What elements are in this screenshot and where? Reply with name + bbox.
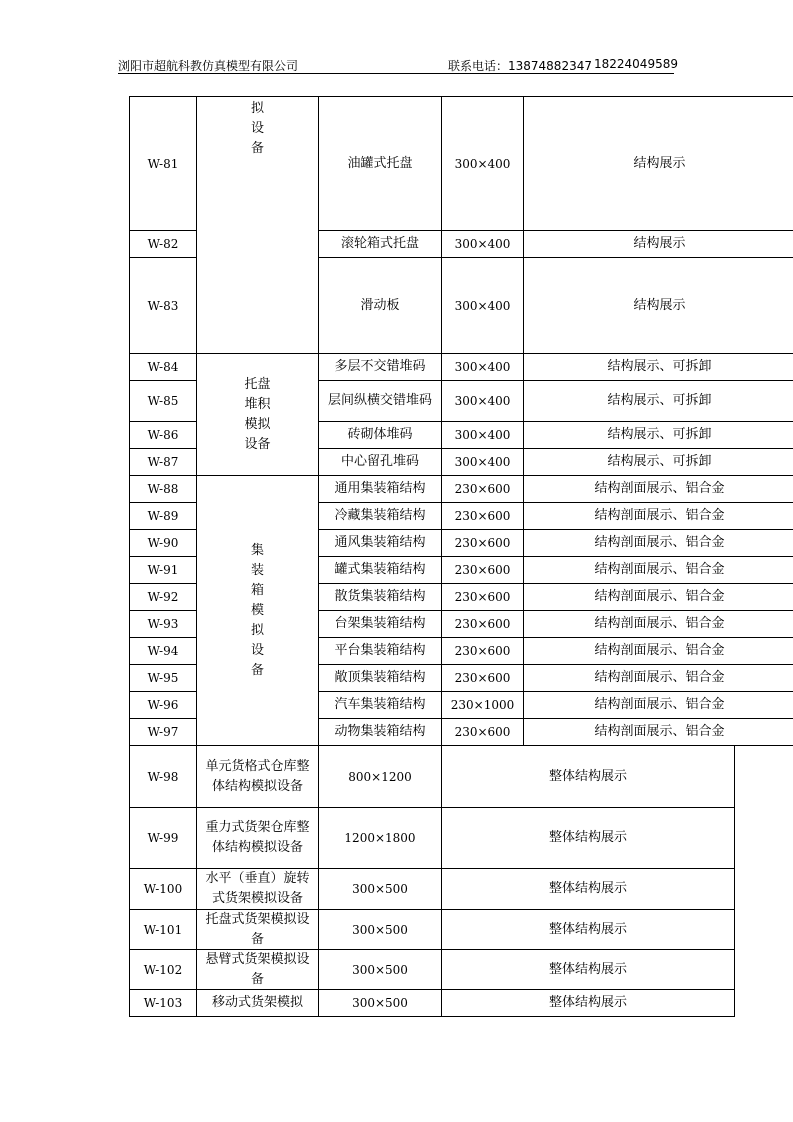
item-description: 结构展示、可拆卸 — [523, 380, 793, 422]
item-code: W-96 — [129, 691, 197, 719]
item-size: 300×400 — [441, 353, 524, 381]
item-name: 多层不交错堆码 — [318, 353, 442, 381]
group-label: 集 装 箱 模 拟 设 备 — [196, 475, 319, 746]
item-name: 托盘式货架模拟设备 — [196, 909, 319, 950]
item-name: 油罐式托盘 — [318, 96, 442, 231]
item-code: W-81 — [129, 96, 197, 231]
item-name: 通用集装箱结构 — [318, 475, 442, 503]
item-description: 结构剖面展示、铝合金 — [523, 637, 793, 665]
item-size: 230×600 — [441, 475, 524, 503]
item-name: 罐式集装箱结构 — [318, 556, 442, 584]
item-size: 300×400 — [441, 380, 524, 422]
item-code: W-91 — [129, 556, 197, 584]
item-description: 整体结构展示 — [441, 989, 735, 1017]
item-size: 300×500 — [318, 949, 442, 990]
item-name: 动物集装箱结构 — [318, 718, 442, 746]
item-code: W-93 — [129, 610, 197, 638]
item-name: 汽车集装箱结构 — [318, 691, 442, 719]
item-size: 230×600 — [441, 718, 524, 746]
item-size: 300×500 — [318, 989, 442, 1017]
item-description: 结构展示 — [523, 230, 793, 258]
item-name: 滑动板 — [318, 257, 442, 354]
item-size: 230×600 — [441, 529, 524, 557]
header-rule — [118, 73, 674, 74]
group-label: 托盘 堆积 模拟 设备 — [196, 353, 319, 476]
item-name: 冷藏集装箱结构 — [318, 502, 442, 530]
item-name: 平台集装箱结构 — [318, 637, 442, 665]
item-size: 800×1200 — [318, 745, 442, 808]
item-description: 整体结构展示 — [441, 909, 735, 950]
item-code: W-100 — [129, 868, 197, 910]
item-size: 300×400 — [441, 230, 524, 258]
item-description: 结构剖面展示、铝合金 — [523, 556, 793, 584]
item-size: 300×400 — [441, 448, 524, 476]
item-name: 水平（垂直）旋转式货架模拟设备 — [196, 868, 319, 910]
item-description: 整体结构展示 — [441, 868, 735, 910]
item-code: W-103 — [129, 989, 197, 1017]
item-code: W-97 — [129, 718, 197, 746]
item-description: 结构展示、可拆卸 — [523, 421, 793, 449]
item-name: 移动式货架模拟 — [196, 989, 319, 1017]
item-description: 结构剖面展示、铝合金 — [523, 718, 793, 746]
item-name: 单元货格式仓库整体结构模拟设备 — [196, 745, 319, 808]
item-code: W-86 — [129, 421, 197, 449]
item-description: 结构展示、可拆卸 — [523, 353, 793, 381]
item-code: W-101 — [129, 909, 197, 950]
item-code: W-82 — [129, 230, 197, 258]
item-name: 散货集装箱结构 — [318, 583, 442, 611]
item-code: W-87 — [129, 448, 197, 476]
item-description: 结构展示、可拆卸 — [523, 448, 793, 476]
item-name: 滚轮箱式托盘 — [318, 230, 442, 258]
item-description: 结构剖面展示、铝合金 — [523, 610, 793, 638]
item-size: 230×600 — [441, 664, 524, 692]
item-size: 300×500 — [318, 868, 442, 910]
item-description: 整体结构展示 — [441, 949, 735, 990]
item-size: 300×400 — [441, 421, 524, 449]
item-code: W-95 — [129, 664, 197, 692]
item-description: 整体结构展示 — [441, 745, 735, 808]
item-code: W-90 — [129, 529, 197, 557]
item-name: 层间纵横交错堆码 — [318, 380, 442, 422]
item-size: 230×1000 — [441, 691, 524, 719]
item-name: 中心留孔堆码 — [318, 448, 442, 476]
item-code: W-84 — [129, 353, 197, 381]
item-size: 300×500 — [318, 909, 442, 950]
phone-number: 联系电话：13874882347 — [448, 59, 592, 73]
item-name: 台架集装箱结构 — [318, 610, 442, 638]
item-size: 230×600 — [441, 637, 524, 665]
item-size: 230×600 — [441, 502, 524, 530]
phone-number-2: 18224049589 — [594, 57, 678, 71]
item-description: 结构剖面展示、铝合金 — [523, 691, 793, 719]
group-label: 拟 设 备 — [196, 96, 319, 354]
item-name: 通风集装箱结构 — [318, 529, 442, 557]
item-size: 230×600 — [441, 583, 524, 611]
item-description: 结构剖面展示、铝合金 — [523, 475, 793, 503]
item-code: W-92 — [129, 583, 197, 611]
item-code: W-89 — [129, 502, 197, 530]
item-description: 整体结构展示 — [441, 807, 735, 869]
item-code: W-85 — [129, 380, 197, 422]
item-name: 重力式货架仓库整体结构模拟设备 — [196, 807, 319, 869]
item-size: 230×600 — [441, 556, 524, 584]
item-size: 300×400 — [441, 96, 524, 231]
company-name: 浏阳市超航科教仿真模型有限公司 — [118, 59, 299, 73]
item-name: 砖砌体堆码 — [318, 421, 442, 449]
item-code: W-94 — [129, 637, 197, 665]
item-code: W-88 — [129, 475, 197, 503]
item-size: 230×600 — [441, 610, 524, 638]
item-description: 结构剖面展示、铝合金 — [523, 583, 793, 611]
item-description: 结构剖面展示、铝合金 — [523, 664, 793, 692]
item-description: 结构展示 — [523, 257, 793, 354]
item-code: W-83 — [129, 257, 197, 354]
item-size: 300×400 — [441, 257, 524, 354]
item-description: 结构剖面展示、铝合金 — [523, 502, 793, 530]
item-code: W-102 — [129, 949, 197, 990]
item-description: 结构剖面展示、铝合金 — [523, 529, 793, 557]
item-name: 敞顶集装箱结构 — [318, 664, 442, 692]
item-size: 1200×1800 — [318, 807, 442, 869]
item-code: W-98 — [129, 745, 197, 808]
item-name: 悬臂式货架模拟设备 — [196, 949, 319, 990]
item-code: W-99 — [129, 807, 197, 869]
item-description: 结构展示 — [523, 96, 793, 231]
